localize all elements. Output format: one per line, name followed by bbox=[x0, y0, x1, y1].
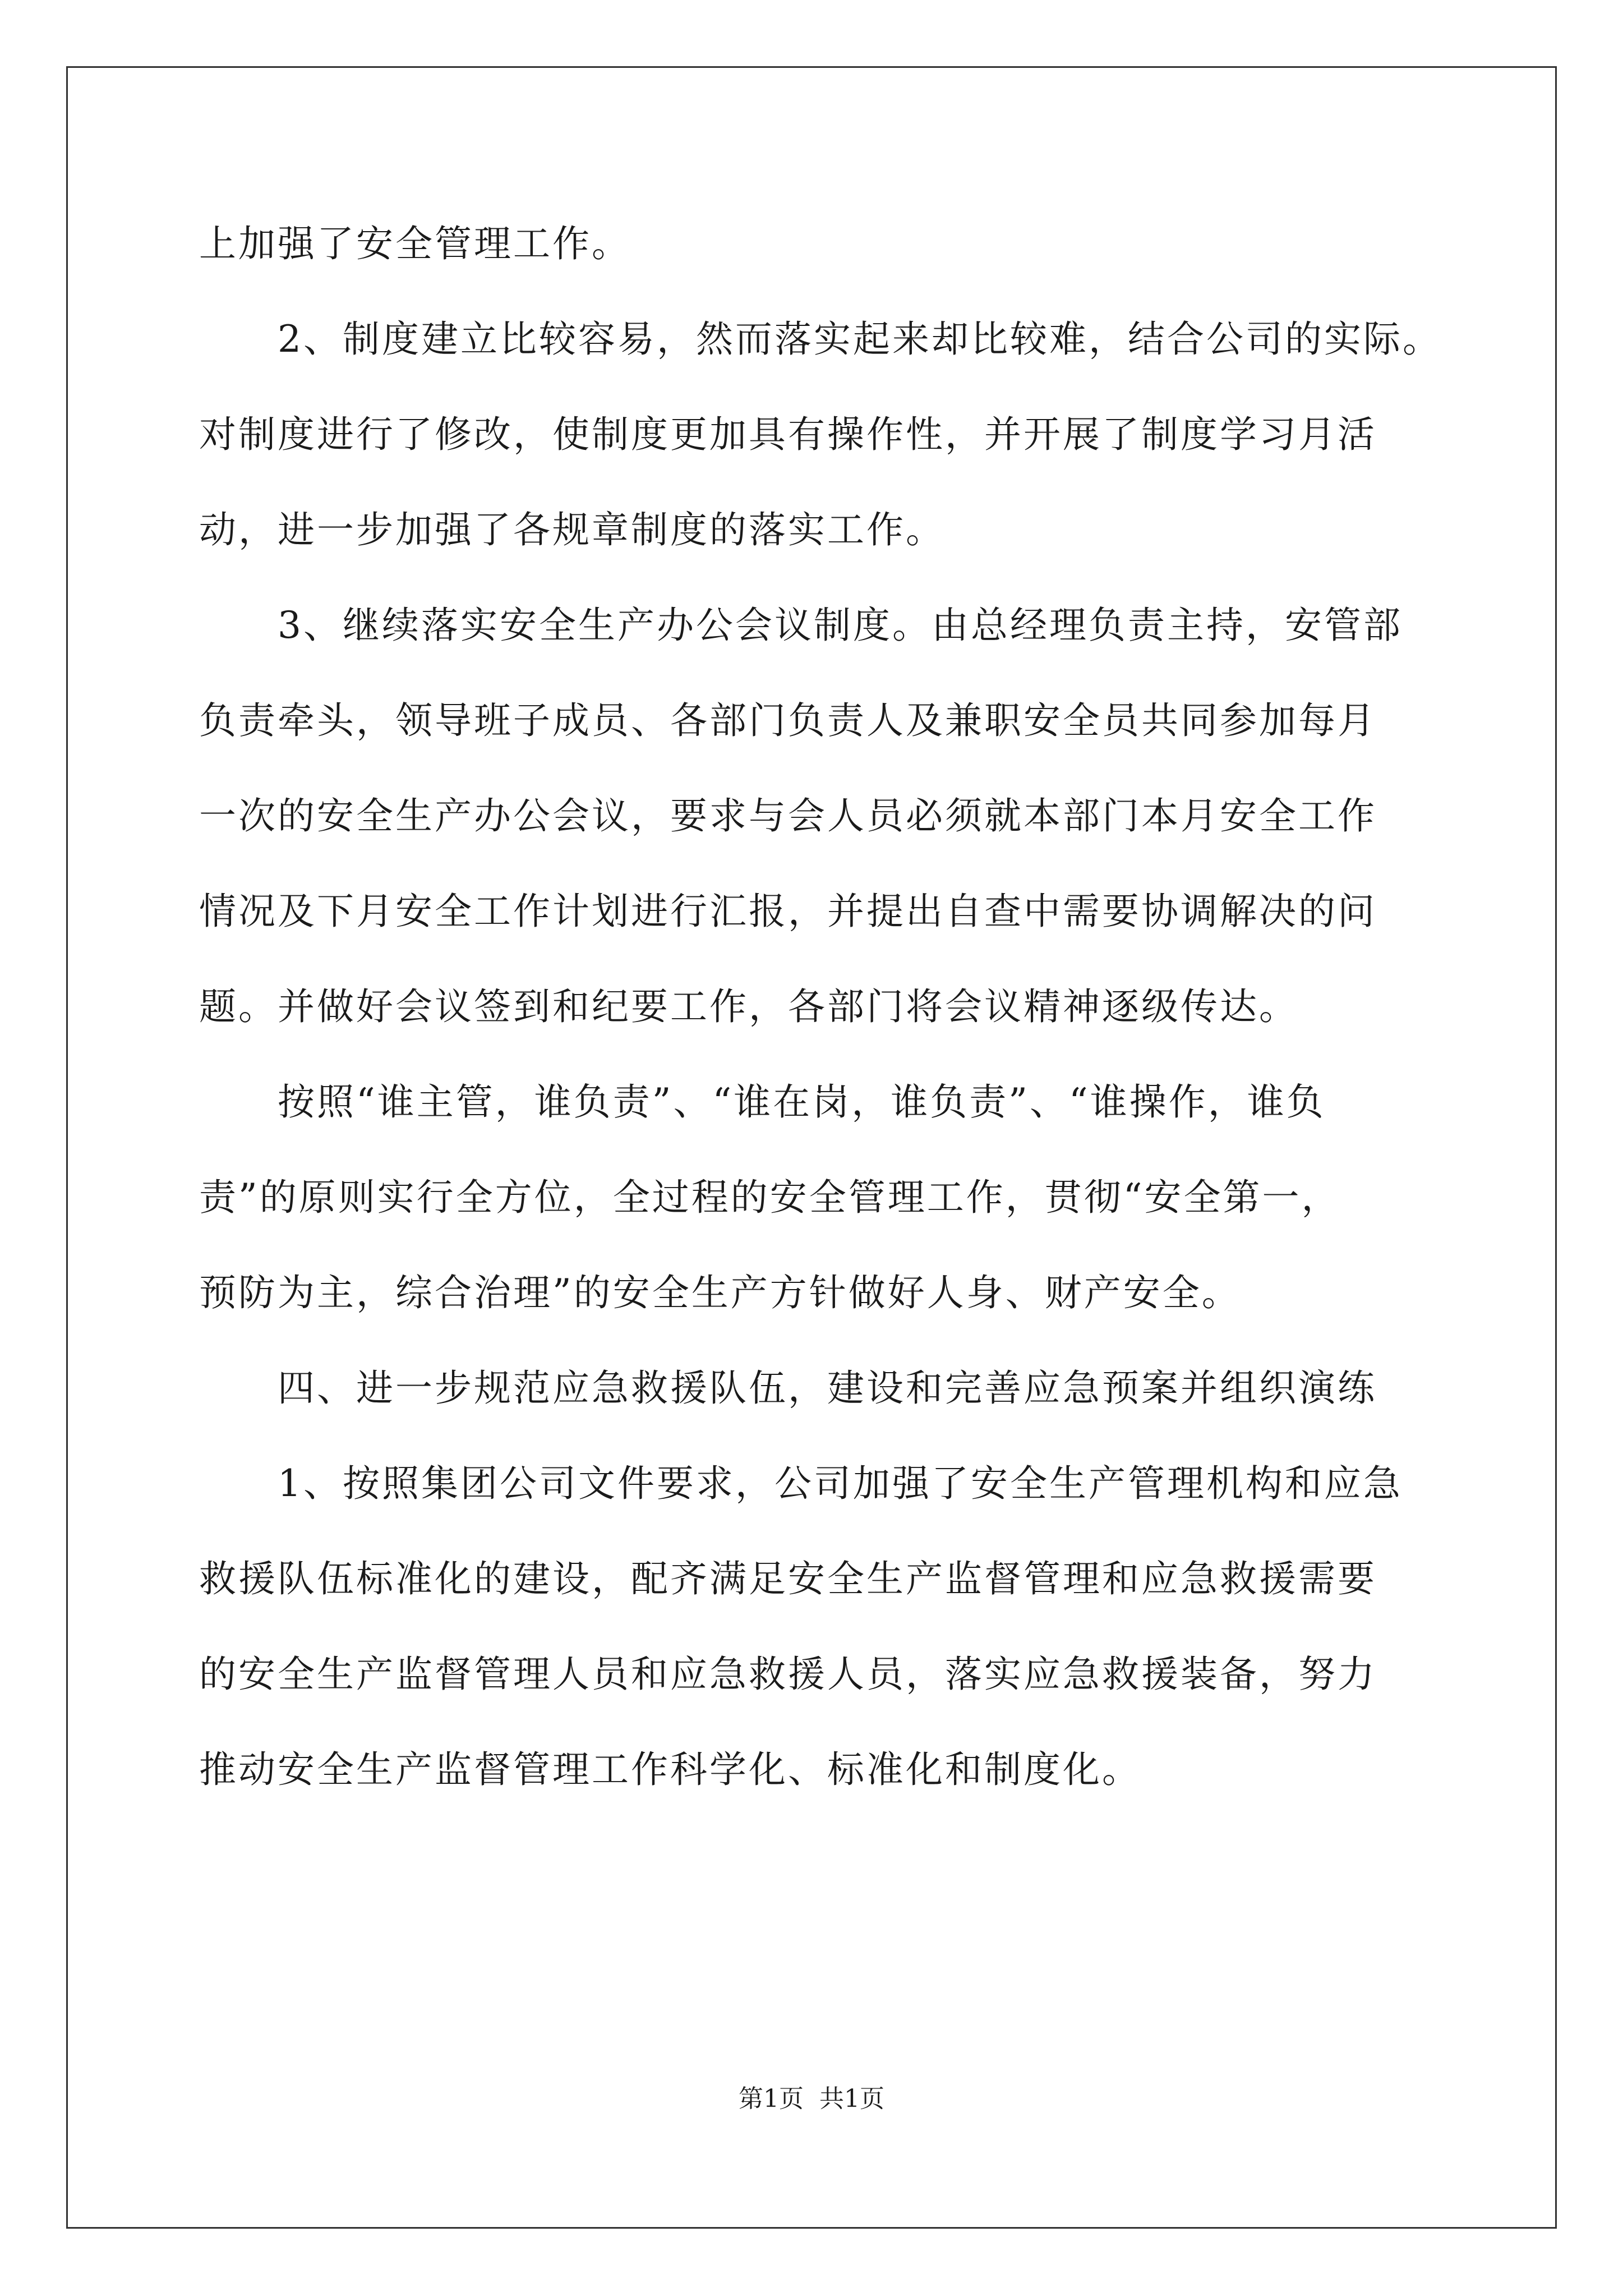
text-line: 责”的原则实行全方位，全过程的安全管理工作，贯彻“安全第一， bbox=[199, 1176, 1341, 1219]
document-body bbox=[199, 196, 1461, 1818]
text-line: 上加强了安全管理工作。 bbox=[199, 222, 631, 265]
text-line: 1、按照集团公司文件要求，公司加强了安全生产管理机构和应急 bbox=[278, 1462, 1403, 1505]
text-line: 对制度进行了修改，使制度更加具有操作性，并开展了制度学习月活 bbox=[199, 413, 1377, 456]
page-footer bbox=[0, 2082, 1623, 2116]
text-line: 2、制度建立比较容易，然而落实起来却比较难，结合公司的实际。 bbox=[278, 318, 1442, 361]
text-line: 动，进一步加强了各规章制度的落实工作。 bbox=[199, 508, 945, 551]
text-line: 的安全生产监督管理人员和应急救援人员，落实应急救援装备，努力 bbox=[199, 1653, 1377, 1696]
text-line: 一次的安全生产办公会议，要求与会人员必须就本部门本月安全工作 bbox=[199, 794, 1377, 838]
text-line: 预防为主，综合治理”的安全生产方针做好人身、财产安全。 bbox=[199, 1271, 1241, 1314]
page-number: 第1页 bbox=[739, 2085, 804, 2113]
section-heading: 四、进一步规范应急救援队伍，建设和完善应急预案并组织演练 bbox=[278, 1366, 1377, 1410]
text-line: 推动安全生产监督管理工作科学化、标准化和制度化。 bbox=[199, 1748, 1141, 1791]
page-total: 共1页 bbox=[819, 2085, 884, 2113]
text-line: 按照“谁主管，谁负责”、“谁在岗，谁负责”、“谁操作，谁负 bbox=[278, 1080, 1326, 1124]
text-line: 题。并做好会议签到和纪要工作，各部门将会议精神逐级传达。 bbox=[199, 985, 1298, 1028]
text-line: 救援队伍标准化的建设，配齐满足安全生产监督管理和应急救援需要 bbox=[199, 1557, 1377, 1600]
text-line: 情况及下月安全工作计划进行汇报，并提出自查中需要协调解决的问 bbox=[199, 890, 1377, 933]
text-line: 负责牵头，领导班子成员、各部门负责人及兼职安全员共同参加每月 bbox=[199, 699, 1377, 742]
text-line: 3、继续落实安全生产办公会议制度。由总经理负责主持，安管部 bbox=[278, 604, 1403, 647]
